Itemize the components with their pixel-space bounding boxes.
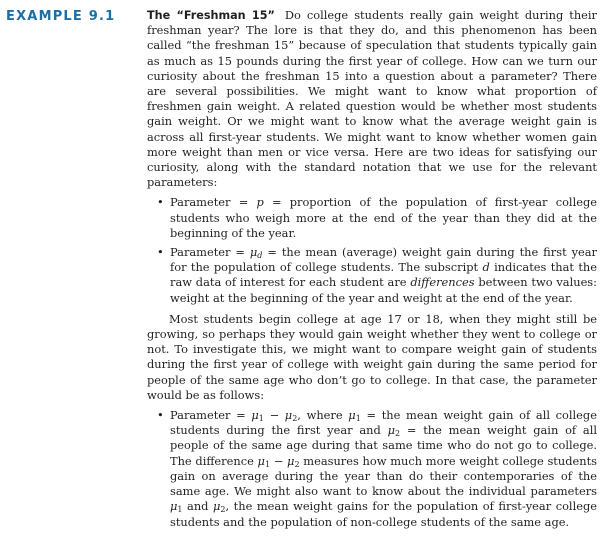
list-item: • Parameter = $\mu_1 - \mu_2$, where $\mu_1$ = the mean weight gain of all college students during the first year and $\mu_2$ = the mean weight gain of all people of the same age during that same time who do not go to college. The difference $\mu_1 - \mu_2$ measures how much more weight college students gain on average during the year than do their contemporaries of the same age. We might also want to know about the individual parameters $\mu_1$ and $\mu_2$, the mean weight gains for the population of first-year college students and the population of non-college students of the same age. [157,408,598,529]
list-item: • Parameter = p = proportion of the population of first-year college students who weigh more at the end of the year than they did at the beginning of the year. [157,195,597,240]
parameter-list-2 [147,408,597,530]
list-item: • Parameter = $\mu_d$ = the mean (average) weight gain during the first year for the population of college students. The subscript d indicates that the raw data of interest for each student are differences between two values: weight at the beginning of the year and weight at the end of the year. [157,245,597,305]
example-title: The “Freshman 15” [147,9,275,22]
example-label: EXAMPLE 9.1 [6,9,116,24]
example-body [147,8,597,536]
parameter-list-1 [147,195,597,305]
intro-paragraph: The “Freshman 15” Do college students really gain weight during their freshman year? The lore is that they do, and this phenomenon has been called “the freshman 15” because of speculation that students typically gain as much as 15 pounds during the first year of college. How can we turn our curiosity about the freshman 15 into a question about a parameter? There are several possibilities. We might want to know what proportion of freshmen gain weight. A related question would be whether most students gain weight. Or we might want to know what the average weight gain is across all first-year students. We might want to know whether women gain more weight than men or vice versa. Here are two ideas for satisfying our curiosity, along with the standard notation that we use for the relevant parameters: [147,8,597,190]
second-paragraph: Most students begin college at age 17 or 18, when they might still be growing, so perhaps they would gain weight whether they went to college or not. To investigate this, we might want to compare weight gain of students during the first year of college with weight gain during the same period for people of the same age who don’t go to college. In that case, the parameter would be as follows: [147,311,597,402]
